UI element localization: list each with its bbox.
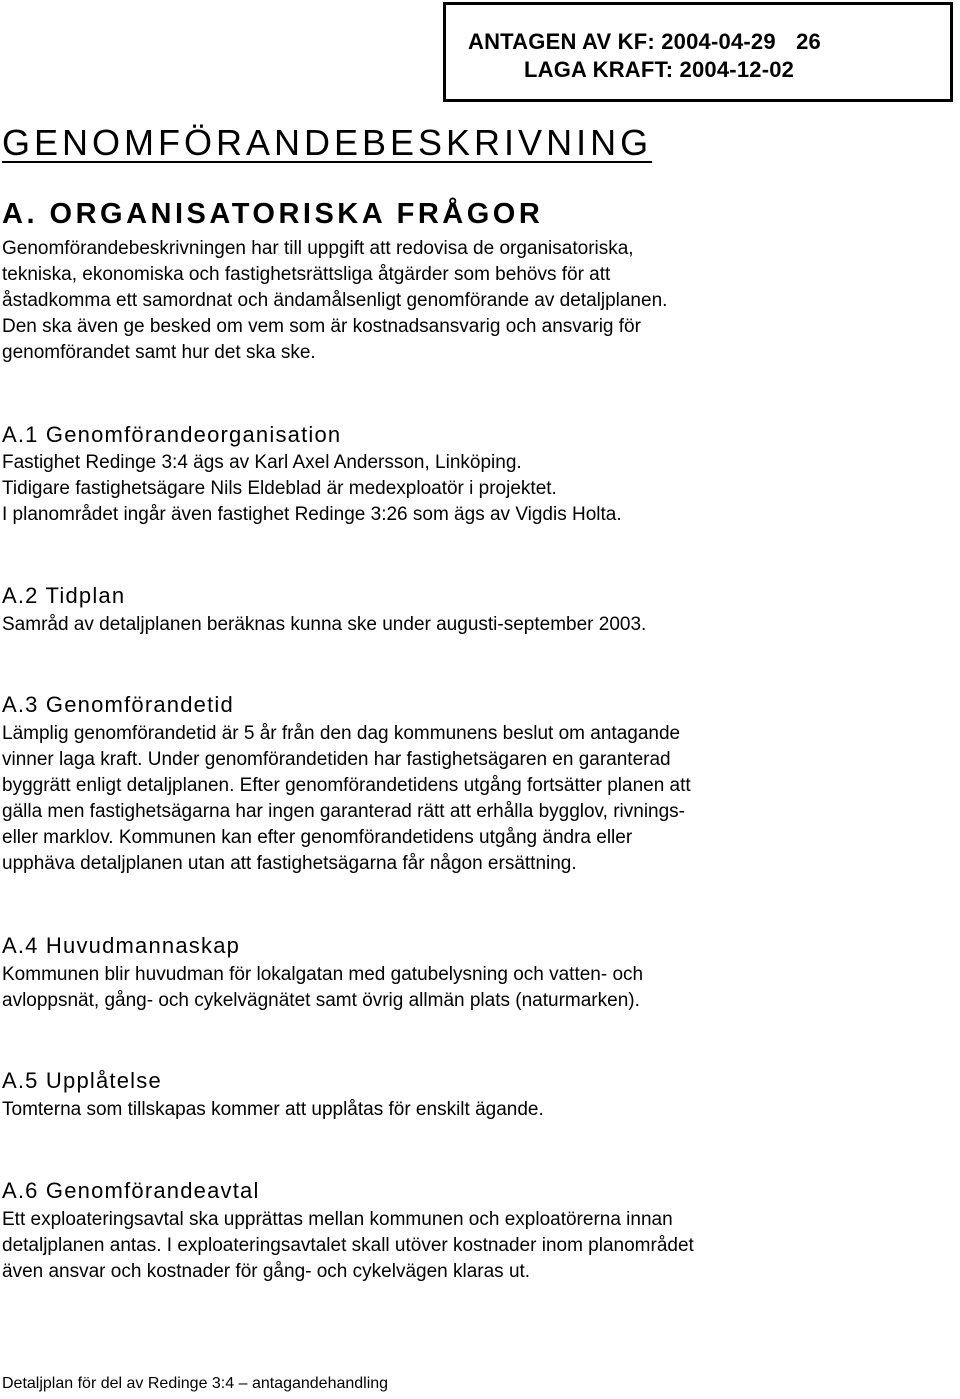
paragraph-line: byggrätt enligt detaljplanen. Efter genomförandetidens utgång fortsätter planen att xyxy=(2,775,691,796)
paragraph-line: vinner laga kraft. Under genomförandetiden har fastighetsägaren en garanterad xyxy=(2,749,671,770)
subsection-heading-a5: A.5 Upplåtelse xyxy=(2,1068,162,1093)
paragraph-line: gälla men fastighetsägarna har ingen garanterad rätt att erhålla bygglov, rivnings- xyxy=(2,801,685,822)
paragraph-line: Kommunen blir huvudman för lokalgatan med gatubelysning och vatten- och xyxy=(2,964,644,985)
subsection-body-a3 xyxy=(2,721,691,877)
paragraph-line: upphäva detaljplanen utan att fastighetsägarna får någon ersättning. xyxy=(2,853,577,874)
subsection-body-a5 xyxy=(2,1097,544,1123)
paragraph-line: genomförandet samt hur det ska ske. xyxy=(2,342,316,363)
page-number: 26 xyxy=(796,29,821,54)
paragraph-line: I planområdet ingår även fastighet Redinge 3:26 som ägs av Vigdis Holta. xyxy=(2,504,622,525)
paragraph-line: avloppsnät, gång- och cykelvägnätet samt övrig allmän plats (naturmarken). xyxy=(2,990,640,1011)
subsection-heading-a3: A.3 Genomförandetid xyxy=(2,692,234,717)
section-intro-paragraph xyxy=(2,236,667,366)
paragraph-line: Samråd av detaljplanen beräknas kunna ske under augusti-september 2003. xyxy=(2,614,647,635)
paragraph-line: Den ska även ge besked om vem som är kostnadsansvarig och ansvarig för xyxy=(2,316,641,337)
page-footer: Detaljplan för del av Redinge 3:4 – antagandehandling xyxy=(2,1375,389,1392)
paragraph-line: åstadkomma ett samordnat och ändamålsenligt genomförande av detaljplanen. xyxy=(2,290,668,311)
subsection-heading-a6: A.6 Genomförandeavtal xyxy=(2,1178,260,1203)
subsection-body-a1 xyxy=(2,450,622,528)
paragraph-line: detaljplanen antas. I exploateringsavtalet skall utöver kostnader inom planområdet xyxy=(2,1235,694,1256)
paragraph-line: eller marklov. Kommunen kan efter genomförandetidens utgång ändra eller xyxy=(2,827,633,848)
section-heading: A. ORGANISATORISKA FRÅGOR xyxy=(2,198,544,230)
subsection-body-a6 xyxy=(2,1207,694,1285)
paragraph-line: Fastighet Redinge 3:4 ägs av Karl Axel Andersson, Linköping. xyxy=(2,452,522,473)
stamp-adopted-line xyxy=(468,29,821,55)
paragraph-line: även ansvar och kostnader för gång- och cykelvägen klaras ut. xyxy=(2,1261,531,1282)
approval-stamp-box xyxy=(443,2,953,102)
document-title: GENOMFÖRANDEBESKRIVNING xyxy=(2,122,653,163)
subsection-body-a4 xyxy=(2,962,643,1014)
paragraph-line: Genomförandebeskrivningen har till uppgift att redovisa de organisatoriska, xyxy=(2,238,634,259)
paragraph-line: Ett exploateringsavtal ska upprättas mellan kommunen och exploatörerna innan xyxy=(2,1209,673,1230)
subsection-heading-a2: A.2 Tidplan xyxy=(2,583,126,608)
paragraph-line: Tidigare fastighetsägare Nils Eldeblad är medexploatör i projektet. xyxy=(2,478,557,499)
paragraph-line: Lämplig genomförandetid är 5 år från den dag kommunens beslut om antagande xyxy=(2,723,681,744)
stamp-adopted-text: ANTAGEN AV KF: 2004-04-29 xyxy=(468,29,776,54)
subsection-body-a2 xyxy=(2,612,646,638)
stamp-legal-force-line: LAGA KRAFT: 2004-12-02 xyxy=(524,57,795,82)
subsection-heading-a4: A.4 Huvudmannaskap xyxy=(2,933,241,958)
subsection-heading-a1: A.1 Genomförandeorganisation xyxy=(2,422,342,447)
paragraph-line: tekniska, ekonomiska och fastighetsrättsliga åtgärder som behövs för att xyxy=(2,264,611,285)
paragraph-line: Tomterna som tillskapas kommer att upplåtas för enskilt ägande. xyxy=(2,1099,544,1120)
